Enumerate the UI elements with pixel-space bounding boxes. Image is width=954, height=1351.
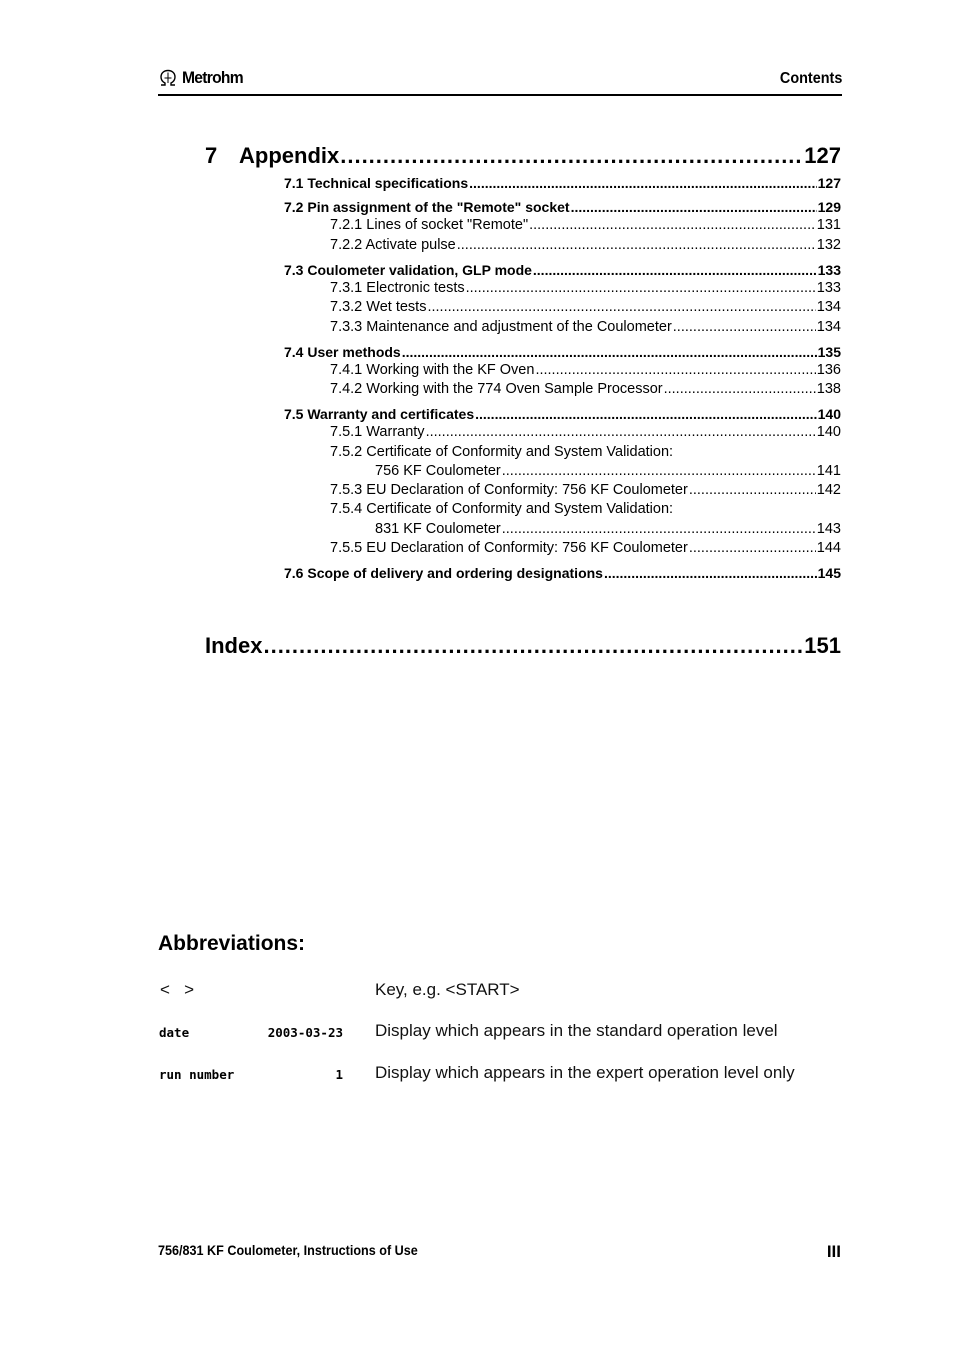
toc-entry-title: 7.3.3 Maintenance and adjustment of the Coulometer	[330, 319, 672, 335]
abbreviation-row	[158, 1063, 842, 1085]
toc-entry-page: 132	[816, 237, 841, 253]
leader-dots	[340, 143, 803, 169]
toc-entry-7-4[interactable]	[284, 344, 841, 360]
toc-entry-title: 7.3.2 Wet tests	[330, 299, 427, 315]
toc-entry-7-5-2-cont[interactable]	[375, 463, 841, 479]
leader-dots	[475, 406, 817, 422]
toc-entry-title: 7.5.3 EU Declaration of Conformity: 756 KF Coulometer	[330, 482, 688, 498]
toc-entry-title: 7.5.5 EU Declaration of Conformity: 756 KF Coulometer	[330, 540, 688, 556]
toc-entry-7-5-2[interactable]	[330, 444, 841, 460]
toc-entry-page: 136	[816, 362, 841, 378]
toc-entry-7-2-2[interactable]	[330, 237, 841, 253]
abbreviation-description: Key, e.g. <START>	[375, 980, 520, 999]
toc-entry-page: 140	[816, 424, 841, 440]
toc-entry-title: 7.5.1 Warranty	[330, 424, 425, 440]
footer-page-number: III	[826, 1242, 841, 1261]
toc-entry-7-6[interactable]	[284, 565, 841, 581]
leader-dots	[502, 463, 816, 479]
leader-dots	[466, 280, 816, 296]
toc-entry-7-1[interactable]	[284, 175, 841, 191]
toc-entry-7-5-4[interactable]	[330, 501, 841, 517]
toc-entry-7-3-3[interactable]	[330, 319, 841, 335]
leader-dots	[263, 633, 803, 659]
toc-entry-title: 7.2.2 Activate pulse	[330, 237, 456, 253]
toc-entry-7-5[interactable]	[284, 406, 841, 422]
toc-entry-page: 134	[816, 319, 841, 335]
toc-entry-page: 143	[816, 521, 841, 537]
abbreviation-description: Display which appears in the standard operation level	[375, 1021, 778, 1040]
leader-dots	[689, 482, 816, 498]
display-label: run number	[159, 1067, 235, 1082]
metrohm-omega-icon	[158, 69, 178, 87]
chapter-number: 7	[205, 143, 218, 168]
toc-entry-7-4-1[interactable]	[330, 362, 841, 378]
toc-entry-title: 7.5.2 Certificate of Conformity and System Validation:	[330, 444, 674, 460]
toc-entry-page: 144	[816, 540, 841, 556]
toc-entry-page: 142	[816, 482, 841, 498]
display-value: 2003-03-23	[267, 1025, 343, 1040]
toc-index-title: Index	[205, 633, 263, 658]
leader-dots	[502, 521, 816, 537]
toc-entry-7-5-4-cont[interactable]	[375, 521, 841, 537]
toc-entry-title: 7.3.1 Electronic tests	[330, 280, 465, 296]
toc-entry-page: 127	[817, 175, 841, 191]
toc-entry-title: 7.1 Technical specifications	[284, 175, 469, 191]
toc-entry-page: 138	[816, 381, 841, 397]
toc-entry-7-3-1[interactable]	[330, 280, 841, 296]
abbreviations-heading: Abbreviations:	[158, 932, 306, 955]
abbreviation-row	[158, 1021, 842, 1043]
footer-document-title: 756/831 KF Coulometer, Instructions of Use	[158, 1242, 418, 1258]
leader-dots	[529, 217, 816, 233]
toc-entry-7-5-1[interactable]	[330, 424, 841, 440]
toc-entry-7-3[interactable]	[284, 262, 841, 278]
toc-entry-page: 129	[817, 199, 841, 215]
toc-entry-title: 7.5.4 Certificate of Conformity and System Validation:	[330, 501, 674, 517]
abbreviation-row	[158, 980, 842, 1002]
toc-entry-title: 7.2 Pin assignment of the "Remote" socket	[284, 199, 570, 215]
toc-entry-title: 7.2.1 Lines of socket "Remote"	[330, 217, 529, 233]
leader-dots	[571, 199, 817, 215]
toc-entry-page: 133	[817, 262, 841, 278]
leader-dots	[535, 362, 815, 378]
toc-entry-title: 831 KF Coulometer	[375, 521, 501, 537]
toc-entry-7-5-5[interactable]	[330, 540, 841, 556]
leader-dots	[604, 565, 817, 581]
abbreviation-description: Display which appears in the expert operation level only	[375, 1063, 795, 1082]
toc-entry-title: 7.4.1 Working with the KF Oven	[330, 362, 535, 378]
toc-chapter-page: 127	[804, 143, 841, 168]
leader-dots	[673, 319, 816, 335]
toc-entry-page: 131	[816, 217, 841, 233]
toc-entry-7-5-3[interactable]	[330, 482, 841, 498]
leader-dots	[469, 175, 816, 191]
toc-entry-title: 7.4.2 Working with the 774 Oven Sample Processor	[330, 381, 663, 397]
toc-entry-title: 7.5 Warranty and certificates	[284, 406, 475, 422]
brand-name: Metrohm	[182, 68, 243, 87]
leader-dots	[689, 540, 816, 556]
leader-dots	[457, 237, 816, 253]
toc-entry-title: 756 KF Coulometer	[375, 463, 501, 479]
toc-entry-7-3-2[interactable]	[330, 299, 841, 315]
leader-dots	[402, 344, 817, 360]
page-header	[158, 66, 842, 96]
key-symbol: < >	[160, 980, 195, 999]
toc-entry-title: 7.4 User methods	[284, 344, 401, 360]
toc-entry-page: 134	[816, 299, 841, 315]
toc-chapter-title: Appendix	[239, 143, 340, 168]
toc-entry-title: 7.6 Scope of delivery and ordering designations	[284, 565, 603, 581]
toc-index[interactable]	[205, 633, 841, 659]
toc-index-page: 151	[804, 633, 841, 658]
leader-dots	[664, 381, 816, 397]
toc-entry-title: 7.3 Coulometer validation, GLP mode	[284, 262, 532, 278]
section-title: Contents	[779, 70, 842, 87]
toc-entry-7-2[interactable]	[284, 199, 841, 215]
toc-entry-7-2-1[interactable]	[330, 217, 841, 233]
leader-dots	[427, 299, 815, 315]
toc-entry-page: 145	[817, 565, 841, 581]
toc-entry-page: 141	[816, 463, 841, 479]
toc-chapter-appendix[interactable]	[239, 143, 841, 169]
brand-logo	[158, 66, 248, 90]
display-value: 1	[335, 1067, 343, 1082]
toc-entry-page: 133	[816, 280, 841, 296]
leader-dots	[533, 262, 817, 278]
display-label: date	[159, 1025, 190, 1040]
toc-entry-7-4-2[interactable]	[330, 381, 841, 397]
toc-entry-page: 135	[817, 344, 841, 360]
leader-dots	[426, 424, 816, 440]
toc-entry-page: 140	[817, 406, 841, 422]
